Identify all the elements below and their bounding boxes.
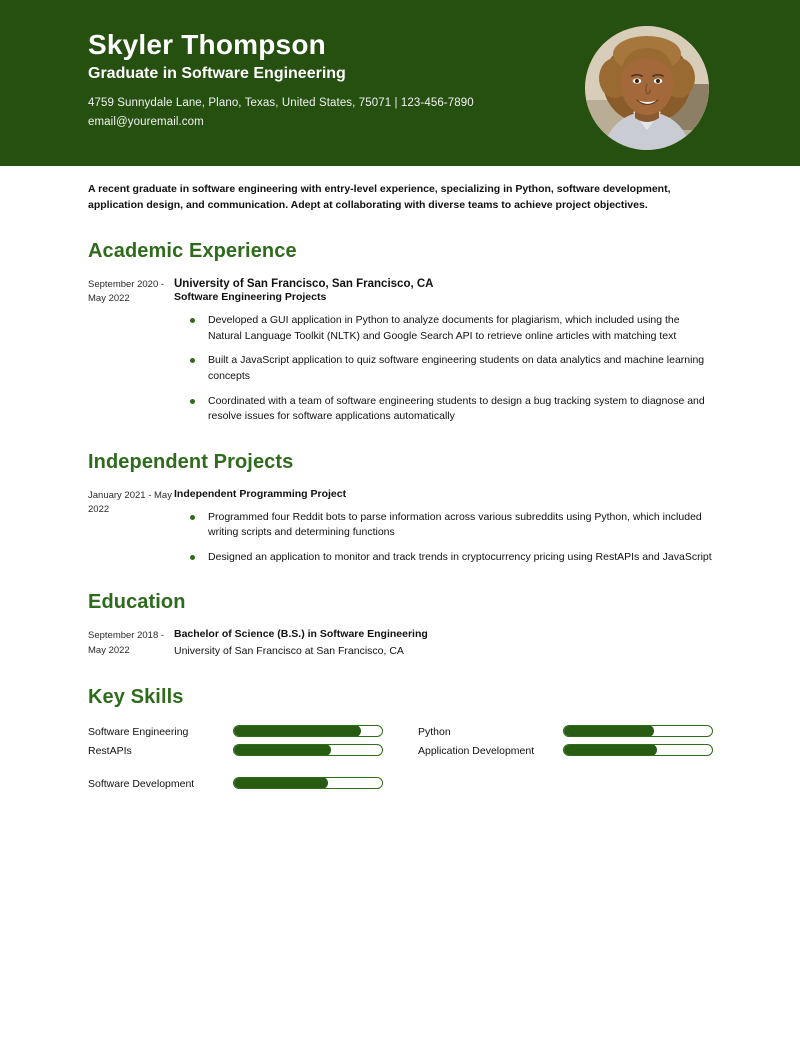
skill-label: Software Engineering (88, 726, 189, 739)
contact-address-phone: 4759 Sunnydale Lane, Plano, Texas, United States, 75071 | 123-456-7890 (88, 97, 474, 110)
skill-meter (233, 725, 383, 737)
academic-entry (88, 277, 712, 425)
academic-entry-date: September 2020 - May 2022 (88, 278, 165, 305)
portrait-photo (585, 26, 709, 150)
skill-meter (233, 744, 383, 756)
candidate-subtitle: Graduate in Software Engineering (88, 65, 346, 83)
skill-row (418, 742, 713, 776)
academic-entry-role: Software Engineering Projects (174, 291, 327, 304)
skill-row (418, 723, 713, 742)
education-school: University of San Francisco at San Francisco, CA (174, 645, 404, 658)
independent-entry-date: January 2021 - May 2022 (88, 489, 172, 515)
education-entry-date: September 2018 - May 2022 (88, 630, 165, 656)
contact-email: email@youremail.com (88, 116, 204, 129)
skill-row (88, 723, 418, 742)
skill-meter-fill (233, 725, 361, 737)
skills-spacer (88, 761, 418, 775)
independent-entry-role: Independent Programming Project (174, 487, 347, 500)
skills-column-right (418, 723, 713, 809)
skills-column-left (88, 723, 418, 809)
professional-summary: A recent graduate in software engineering with entry-level experience, specializing in Python, software development, application design, and communication. Adept at collaborating with diverse teams to achieve project objectives. (88, 183, 671, 211)
list-item: Developed a GUI application in Python to analyze documents for plagiarism, which included using the Natural Language Toolkit (NLTK) and Google Search API to retrieve online articles with matching text (190, 313, 712, 344)
section-title-academic: Academic Experience (88, 239, 297, 262)
list-item: Coordinated with a team of software engineering students to design a bug tracking system to diagnose and resolve issues for software applications automatically (190, 394, 712, 425)
section-key-skills (88, 686, 712, 809)
independent-bullet-list (174, 510, 712, 566)
skill-meter (563, 725, 713, 737)
skill-meter-fill (563, 725, 654, 737)
list-item: Programmed four Reddit bots to parse information across various subreddits using Python, which included writing scripts and determining functions (190, 510, 712, 541)
education-entry (88, 628, 712, 660)
skill-label: Software Development (88, 778, 195, 791)
skill-meter-fill (563, 744, 657, 756)
skill-meter-fill (233, 744, 331, 756)
independent-entry (88, 488, 712, 566)
skill-meter-fill (233, 777, 328, 789)
section-title-independent: Independent Projects (88, 450, 294, 473)
list-item: Designed an application to monitor and track trends in cryptocurrency pricing using RestAPIs and JavaScript (190, 550, 712, 566)
section-independent-projects (88, 451, 712, 566)
skill-meter (563, 744, 713, 756)
skill-meter (233, 777, 383, 789)
resume-body (0, 182, 800, 809)
skills-grid (88, 723, 712, 809)
skill-label: RestAPIs (88, 745, 132, 758)
section-title-key-skills: Key Skills (88, 686, 184, 709)
section-education (88, 591, 712, 660)
candidate-name: Skyler Thompson (88, 29, 326, 60)
list-item: Built a JavaScript application to quiz software engineering students on data analytics and machine learning concepts (190, 353, 712, 384)
academic-bullet-list (174, 313, 712, 424)
education-degree: Bachelor of Science (B.S.) in Software Engineering (174, 628, 428, 641)
section-title-education: Education (88, 591, 186, 614)
skill-row (88, 742, 418, 761)
skill-row (88, 775, 418, 809)
resume-header (0, 0, 800, 166)
academic-entry-org: University of San Francisco, San Francisco, CA (174, 277, 434, 290)
skill-label: Application Development (418, 745, 535, 758)
section-academic-experience (88, 240, 712, 425)
skill-label: Python (418, 726, 451, 739)
